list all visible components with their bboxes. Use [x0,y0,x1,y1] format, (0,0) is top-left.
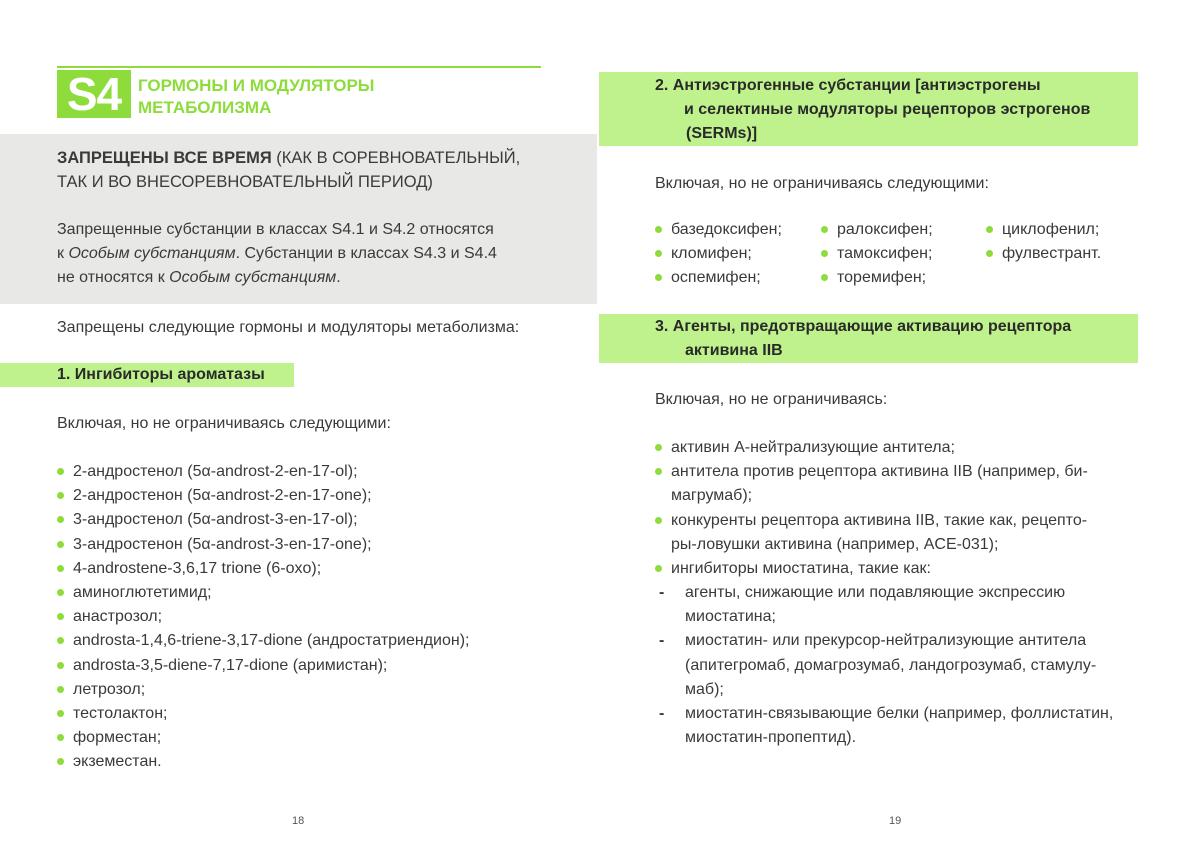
section3-sublist [655,581,1145,750]
list-item: androsta-1,4,6-triene-3,17-dione (андростатриендион); [57,629,587,653]
list-item: экземестан. [57,750,587,774]
right-page [599,0,1198,848]
section2-title: 2. Антиэстрогенные субстанции [антиэстрогены и селектиные модуляторы рецепторов эстрогенов (SERMs)] [655,77,1091,142]
section2-col3 [986,218,1136,266]
section3-list [655,436,1145,581]
section3-including: Включая, но не ограничиваясь: [655,391,888,408]
list-item: торемифен; [821,266,981,290]
list-item: androsta-3,5-diene-7,17-dione (аримистан); [57,654,587,678]
list-item: тестолактон; [57,702,587,726]
list-item: оспемифен; [655,266,815,290]
list-item: 4-androstene-3,6,17 trione (6-oxo); [57,557,587,581]
list-item: - миостатин-связывающие белки (например, фоллистатин, миостатин-пропептид). [655,702,1145,750]
list-item: - миостатин- или прекурсор-нейтрализующие антитела (апитегромаб, домагрозумаб, ландогрозумаб, стамулу- маб); [655,629,1145,702]
section1-title: 1. Ингибиторы ароматазы [57,366,265,383]
list-item: ралоксифен; [821,218,981,242]
section3-title: 3. Агенты, предотвращающие активацию рецептора активина IIB [655,318,1072,359]
section2-including: Включая, но не ограничиваясь следующими: [655,175,989,192]
list-item: - агенты, снижающие или подавляющие экспрессию миостатина; [655,581,1145,629]
list-item: конкуренты рецептора активина IIB, такие как, рецепто- ры-ловушки активина (например, ACE-031); [655,509,1145,557]
header-rule [57,66,541,68]
class-badge: S4 [57,70,131,118]
list-item: циклофенил; [986,218,1136,242]
left-page [0,0,599,848]
list-item: летрозол; [57,678,587,702]
section1-including: Включая, но не ограничиваясь следующими: [57,415,391,432]
list-item: кломифен; [655,242,815,266]
prohibited-always-heading: ЗАПРЕЩЕНЫ ВСЕ ВРЕМЯ (КАК В СОРЕВНОВАТЕЛЬНЫЙ, ТАК И ВО ВНЕСОРЕВНОВАТЕЛЬНЫЙ ПЕРИОД) [57,149,521,191]
page-number-right: 19 [889,815,902,827]
page-number-left: 18 [292,815,305,827]
section2-col1 [655,218,815,291]
list-item: ингибиторы миостатина, такие как: [655,557,1145,581]
list-item: фулвестрант. [986,242,1136,266]
list-item: 2-андростенол (5α-androst-2-en-17-ol); [57,460,587,484]
list-item: 2-андростенон (5α-androst-2-en-17-one); [57,484,587,508]
section2-col2 [821,218,981,291]
intro-text: Запрещены следующие гормоны и модуляторы метаболизма: [57,319,520,336]
list-item: 3-андростенон (5α-androst-3-en-17-one); [57,533,587,557]
list-item: базедоксифен; [655,218,815,242]
class-title: ГОРМОНЫ И МОДУЛЯТОРЫ МЕТАБОЛИЗМА [138,76,375,117]
list-item: антитела против рецептора активина IIB (например, би- магрумаб); [655,460,1145,508]
list-item: тамоксифен; [821,242,981,266]
section1-list [57,460,587,775]
list-item: активин А-нейтрализующие антитела; [655,436,1145,460]
list-item: 3-андростенол (5α-androst-3-en-17-ol); [57,508,587,532]
list-item: форместан; [57,726,587,750]
list-item: аминоглютетимид; [57,581,587,605]
specified-substances-note: Запрещенные субстанции в классах S4.1 и S4.2 относятся к Особым субстанциям. Субстанции в классах S4.3 и S4.4 не относятся к Особым субстанциям. [57,221,497,286]
list-item: анастрозол; [57,605,587,629]
